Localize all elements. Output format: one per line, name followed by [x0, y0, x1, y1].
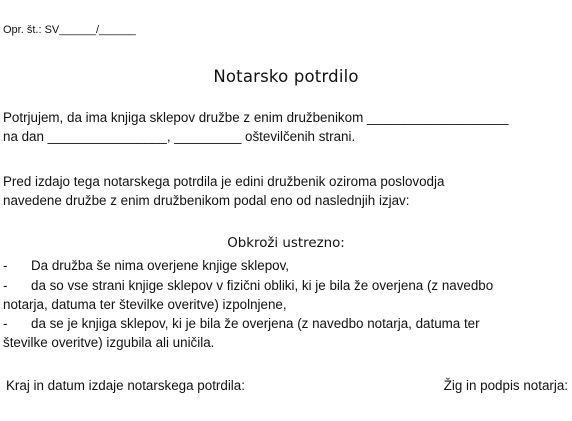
reference-number: Opr. št.: SV______/______	[3, 24, 136, 36]
list-bullet: -	[3, 278, 8, 293]
option-2-text-line-2: notarja, datuma ter številke overitve) izpolnjene,	[3, 297, 287, 312]
seal-signature-label: Žig in podpis notarja:	[443, 378, 568, 393]
document-title: Notarsko potrdilo	[213, 67, 359, 86]
list-bullet: -	[3, 258, 8, 273]
option-2-text-line-1: da so vse strani knjige sklepov v fizični obliki, ki je bila že overjena (z navedbo	[31, 278, 494, 293]
list-bullet: -	[3, 316, 8, 331]
option-1-text: Da družba še nima overjene knjige sklepov,	[31, 258, 290, 273]
place-date-label: Kraj in datum izdaje notarskega potrdila:	[6, 378, 245, 393]
statement-intro-line-1: Pred izdajo tega notarskega potrdila je edini družbenik oziroma poslovodja	[3, 174, 445, 189]
choose-heading: Obkroži ustrezno:	[227, 236, 345, 251]
confirmation-line-1: Potrjujem, da ima knjiga sklepov družbe z enim družbenikom ___________________	[3, 110, 509, 125]
statement-intro-line-2: navedene družbe z enim družbenikom podal eno od naslednjih izjav:	[3, 193, 410, 208]
option-3-text-line-2: številke overitve) izgubila ali uničila.	[3, 335, 215, 350]
option-3-text-line-1: da se je knjiga sklepov, ki je bila že overjena (z navedbo notarja, datuma ter	[31, 316, 480, 331]
confirmation-line-2: na dan ________________, _________ oštevilčenih strani.	[3, 129, 356, 144]
